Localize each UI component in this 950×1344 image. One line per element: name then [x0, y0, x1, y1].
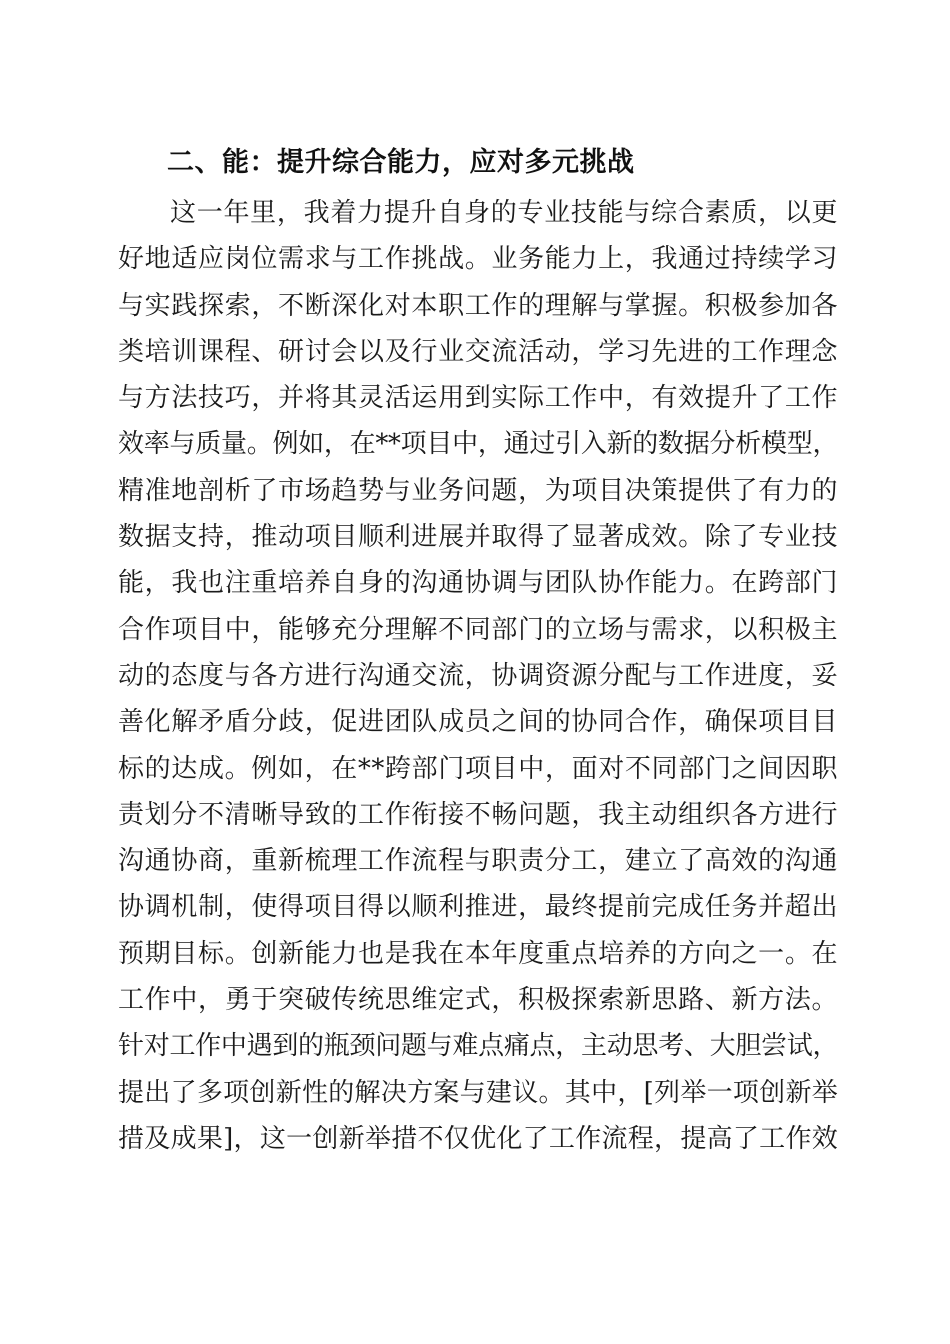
paragraph-line: 数据支持，推动项目顺利进展并取得了显著成效。除了专业技: [118, 522, 838, 553]
paragraph-line: 沟通协商，重新梳理工作流程与职责分工，建立了高效的沟通: [118, 846, 838, 877]
paragraph-line: 提出了多项创新性的解决方案与建议。其中，[列举一项创新举: [118, 1077, 838, 1108]
paragraph-line: 工作中，勇于突破传统思维定式，积极探索新思路、新方法。: [118, 985, 838, 1016]
paragraph-line: 好地适应岗位需求与工作挑战。业务能力上，我通过持续学习: [118, 244, 838, 275]
paragraph-line: 这一年里，我着力提升自身的专业技能与综合素质，以更: [170, 198, 838, 228]
paragraph-line: 与方法技巧，并将其灵活运用到实际工作中，有效提升了工作: [118, 383, 838, 414]
paragraph-line: 协调机制，使得项目得以顺利推进，最终提前完成任务并超出: [118, 892, 838, 923]
paragraph-line: 责划分不清晰导致的工作衔接不畅问题，我主动组织各方进行: [118, 799, 838, 830]
paragraph-line: 能，我也注重培养自身的沟通协调与团队协作能力。在跨部门: [118, 568, 838, 599]
paragraph-line: 预期目标。创新能力也是我在本年度重点培养的方向之一。在: [118, 938, 838, 969]
paragraph-line: 合作项目中，能够充分理解不同部门的立场与需求，以积极主: [118, 614, 838, 645]
body-paragraph: [118, 190, 838, 1162]
paragraph-line: 动的态度与各方进行沟通交流，协调资源分配与工作进度，妥: [118, 660, 838, 691]
section-heading: 二、能：提升综合能力，应对多元挑战: [167, 147, 635, 178]
paragraph-line: 标的达成。例如，在**跨部门项目中，面对不同部门之间因职: [118, 753, 838, 784]
paragraph-line: 精准地剖析了市场趋势与业务问题，为项目决策提供了有力的: [118, 475, 838, 506]
paragraph-line: 与实践探索，不断深化对本职工作的理解与掌握。积极参加各: [118, 290, 838, 321]
paragraph-line: 善化解矛盾分歧，促进团队成员之间的协同合作，确保项目目: [118, 707, 838, 738]
paragraph-line: 措及成果]，这一创新举措不仅优化了工作流程，提高了工作效: [118, 1123, 838, 1154]
paragraph-line: 类培训课程、研讨会以及行业交流活动，学习先进的工作理念: [118, 336, 838, 367]
paragraph-line: 效率与质量。例如，在**项目中，通过引入新的数据分析模型，: [118, 429, 838, 460]
paragraph-line: 针对工作中遇到的瓶颈问题与难点痛点，主动思考、大胆尝试，: [118, 1031, 838, 1062]
